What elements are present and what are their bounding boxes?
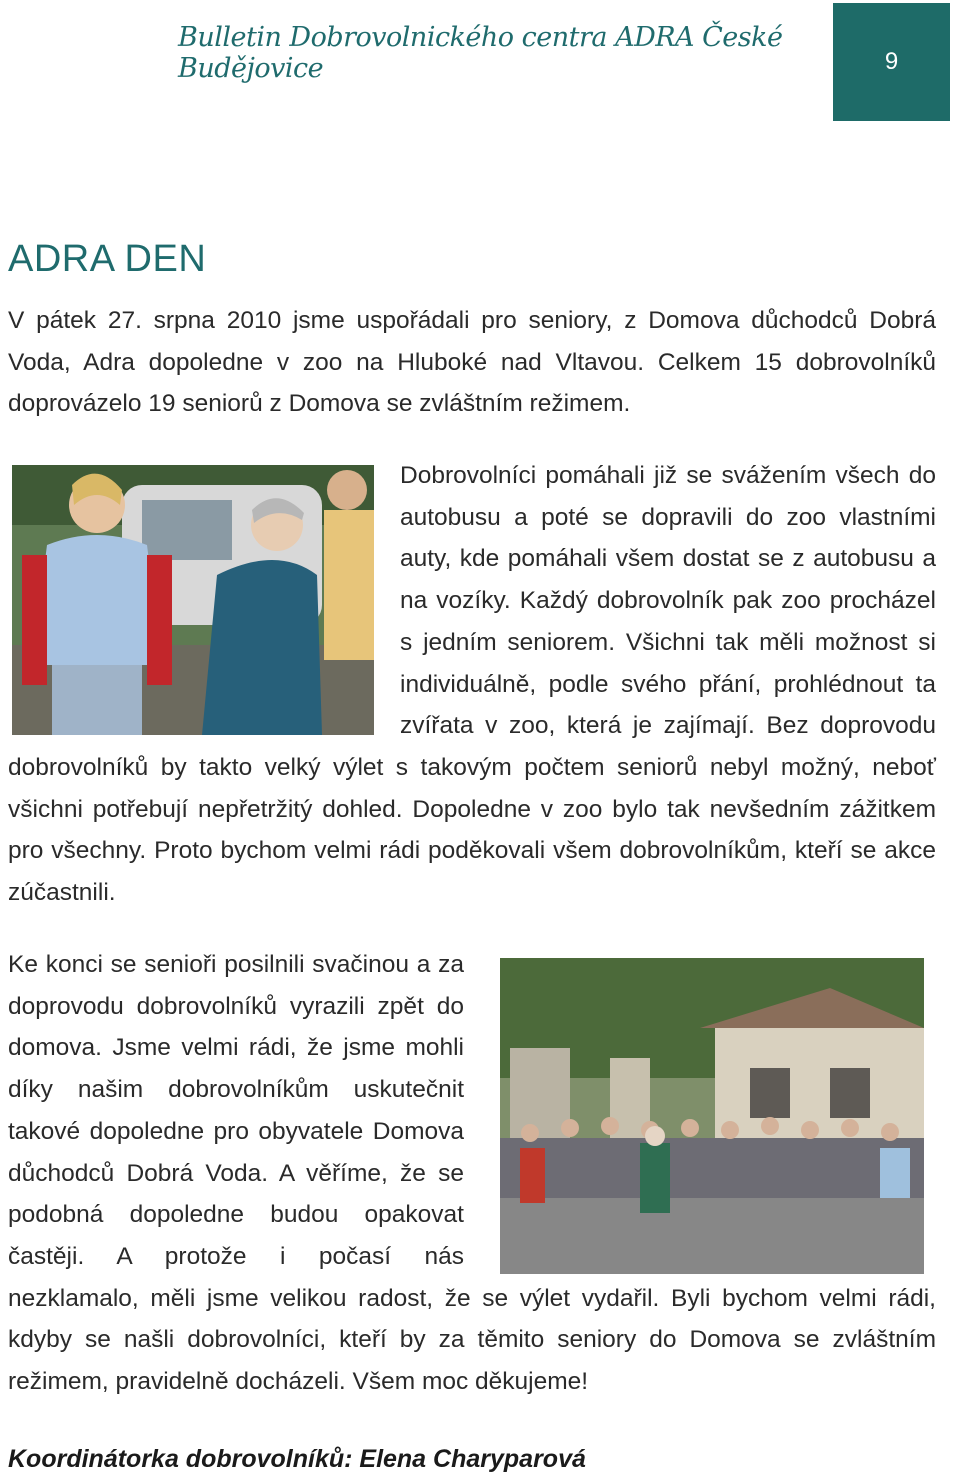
paragraph-closing: Ke konci se senioři posilnili svačinou a za doprovodu dobrovolníků vyrazili zpět do domova. Jsme velmi rádi, že jsme mohli díky našim dobrovolníkům uskutečnit takové dopoledne pro obyvatele Domova důchodců Dobrá Voda. A věříme, že se podobná dopoledne budou opakovat častěji. A protože i počasí nás nezklamalo, měli jsme velikou radost, že se výlet vydařil. Byli bychom velmi rádi, kdyby se našli dobrovolníci, kteří by za těmito seniory do Domova se zvláštním režimem, pravidelně docházeli. Všem moc děkujeme! [8, 951, 936, 1396]
coordinator-signature: Koordinátorka dobrovolníků: Elena Charyparová [8, 1445, 586, 1473]
paragraph-intro: V pátek 27. srpna 2010 jsme uspořádali pro seniory, z Domova důchodců Dobrá Voda, Adra dopoledne v zoo na Hluboké nad Vltavou. Celkem 15 dobrovolníků doprovázelo 19 seniorů z Domova se zvláštním režimem. [8, 307, 936, 418]
article-title: ADRA DEN [8, 238, 207, 280]
paragraph-volunteers: Dobrovolníci pomáhali již se svážením všech do autobusu a poté se dopravili do zoo vlastními auty, kde pomáhali všem dostat se z autobusu a na vozíky. Každý dobrovolník pak zoo procházel s jedním seniorem. Všichni tak měli možnost si individuálně, podle svého přání, prohlédnout ta zvířata v zoo, která je zajímají. Bez doprovodu dobrovolníků by takto velký výlet s takovým počtem seniorů nebyl možný, neboť všichni potřebují nepřetržitý dohled. Dopoledne v zoo bylo tak nevšedním zážitkem pro všechny. Proto bychom velmi rádi poděkovali všem dobrovolníkům, kteří se akce zúčastnili. [8, 462, 936, 907]
photo-group-zoo-entrance [500, 958, 924, 1274]
bulletin-title: Bulletin Dobrovolnického centra ADRA České Budějovice [178, 22, 783, 84]
page-number: 9 [884, 48, 899, 75]
page-number-box [833, 3, 950, 121]
photo1-spacer [8, 455, 400, 745]
